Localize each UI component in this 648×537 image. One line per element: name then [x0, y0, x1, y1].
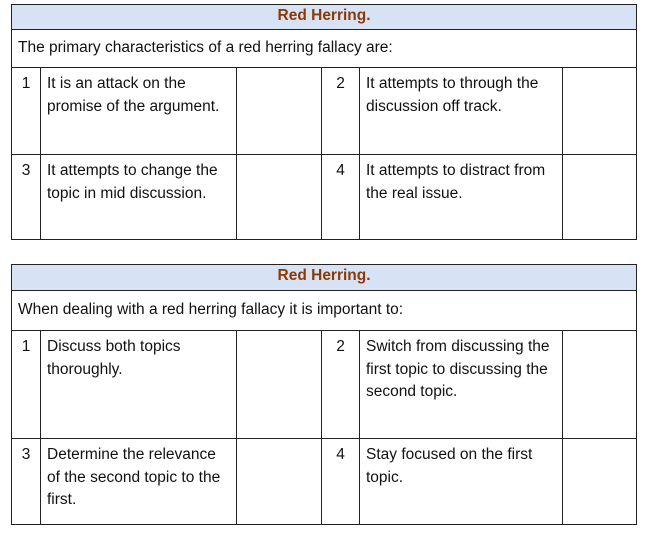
option-text: Stay focused on the first topic. [360, 439, 563, 525]
option-number: 2 [322, 331, 360, 439]
option-number: 1 [12, 331, 41, 439]
option-number: 4 [322, 439, 360, 525]
answer-box[interactable] [237, 155, 322, 240]
question-panel-2 [11, 264, 637, 525]
option-number: 3 [12, 155, 41, 240]
panel-title: Red Herring. [12, 5, 637, 30]
option-number: 3 [12, 439, 41, 525]
option-text: Discuss both topics thoroughly. [41, 331, 237, 439]
option-text: Switch from discussing the first topic to discussing the second topic. [360, 331, 563, 439]
answer-box[interactable] [563, 68, 637, 155]
option-text: It attempts to distract from the real issue. [360, 155, 563, 240]
option-number: 2 [322, 68, 360, 155]
panel-prompt: The primary characteristics of a red herring fallacy are: [12, 30, 637, 68]
option-number: 4 [322, 155, 360, 240]
answer-box[interactable] [563, 155, 637, 240]
answer-box[interactable] [237, 331, 322, 439]
answer-box[interactable] [237, 439, 322, 525]
panel-prompt: When dealing with a red herring fallacy it is important to: [12, 291, 637, 331]
panel-title: Red Herring. [12, 265, 637, 291]
answer-box[interactable] [237, 68, 322, 155]
answer-box[interactable] [563, 331, 637, 439]
question-panel-1 [11, 4, 637, 240]
option-text: Determine the relevance of the second topic to the first. [41, 439, 237, 525]
option-number: 1 [12, 68, 41, 155]
option-text: It attempts to through the discussion off track. [360, 68, 563, 155]
option-text: It attempts to change the topic in mid discussion. [41, 155, 237, 240]
answer-box[interactable] [563, 439, 637, 525]
option-text: It is an attack on the promise of the argument. [41, 68, 237, 155]
